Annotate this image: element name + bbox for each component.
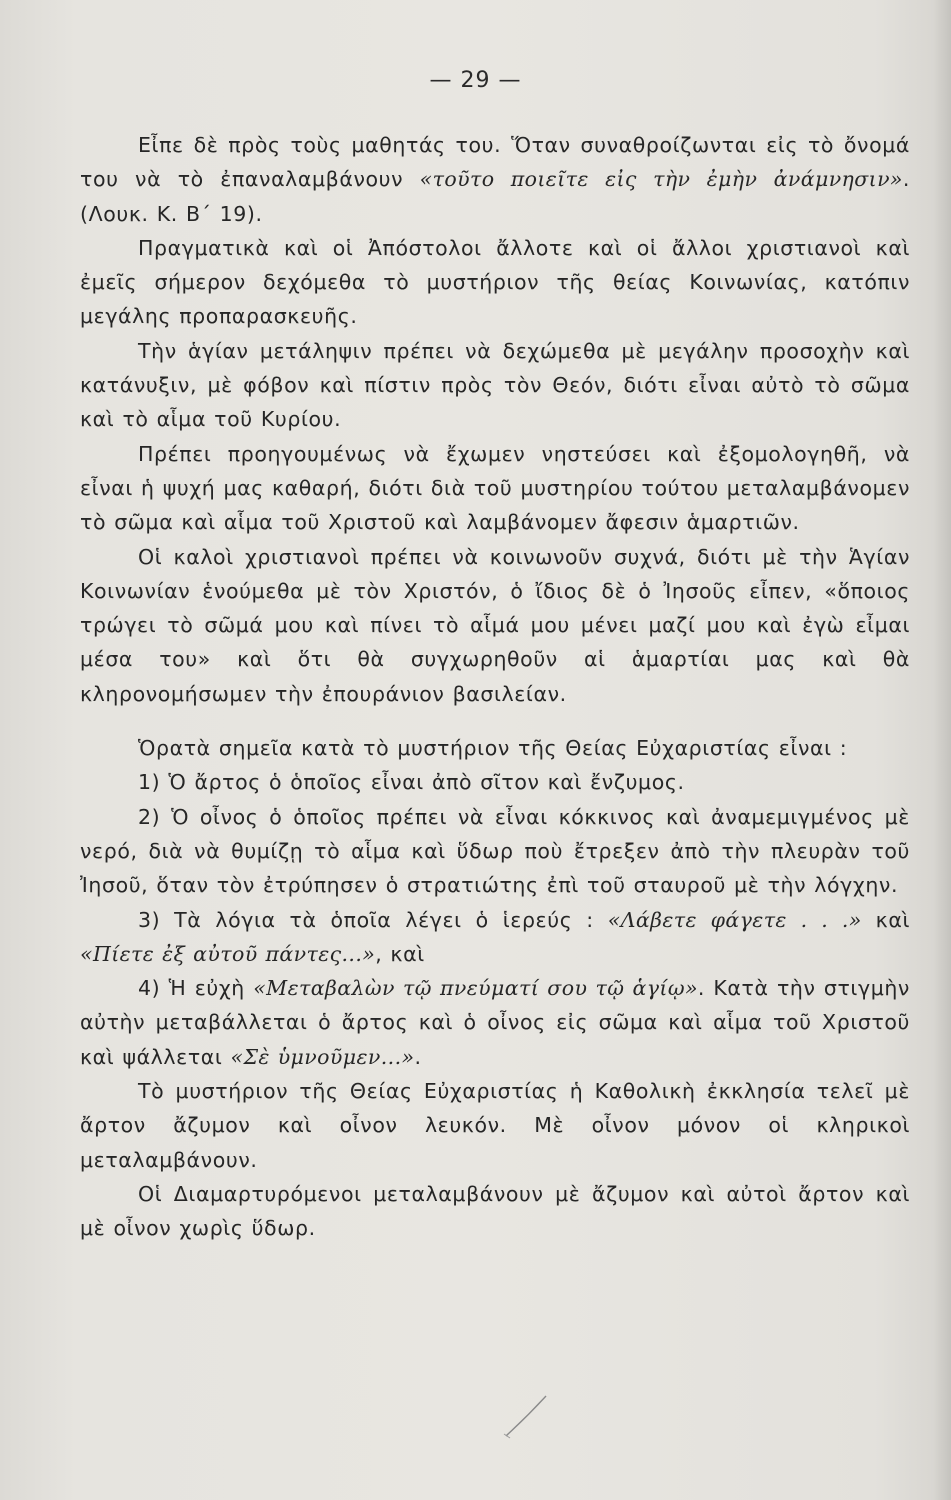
- pencil-mark-icon: [502, 1390, 552, 1440]
- body-text: [80, 128, 910, 1246]
- list-item-3-middle: καὶ: [861, 907, 911, 932]
- list-item-4-quote-2: «Σὲ ὑμνοῦμεν...»: [230, 1044, 415, 1069]
- paragraph-6: Ὁρατὰ σημεῖα κατὰ τὸ μυστήριον τῆς Θείας Εὐχαριστίας εἶναι :: [138, 736, 848, 761]
- page-edge-shadow: [933, 0, 951, 1500]
- list-item-3-text: 3) Τὰ λόγια τὰ ὁποῖα λέγει ὁ ἱερεύς :: [138, 907, 608, 932]
- paragraph-2: Πραγματικὰ καὶ οἱ Ἀπόστολοι ἄλλοτε καὶ οἱ ἄλλοι χριστιανοὶ καὶ ἐμεῖς σήμερον δεχόμεθα τὸ μυστήριον τῆς θείας Κοινωνίας, κατόπιν μεγάλης προπαρασκευῆς.: [80, 235, 910, 329]
- list-item-3: [80, 903, 910, 972]
- paragraph-8: Οἱ Διαμαρτυρόμενοι μεταλαμβάνουν μὲ ἄζυμον καὶ αὐτοὶ ἄρτον καὶ μὲ οἶνον χωρὶς ὕδωρ.: [80, 1181, 910, 1241]
- paragraph-4: Πρέπει προηγουμένως νὰ ἔχωμεν νηστεύσει καὶ ἐξομολογηθῆ, νὰ εἶναι ἡ ψυχή μας καθαρή, διότι διὰ τοῦ μυστηρίου τούτου μεταλαμβάνομεν τὸ σῶμα καὶ αἷμα τοῦ Χριστοῦ καὶ λαμβάνομεν ἄφεσιν ἁμαρτιῶν.: [80, 441, 910, 535]
- list-item-4-text: 4) Ἡ εὐχὴ: [138, 976, 254, 1001]
- paragraph-5: Οἱ καλοὶ χριστιανοὶ πρέπει νὰ κοινωνοῦν συχνά, διότι μὲ τὴν Ἁγίαν Κοινωνίαν ἑνούμεθα μὲ τὸν Χριστόν, ὁ ἴδιος δὲ ὁ Ἰησοῦς εἶπεν, «ὅποιος τρώγει τὸ σῶμά μου καὶ πίνει τὸ αἷμά μου μένει μαζί μου καὶ ἐγὼ εἶμαι μέσα του» καὶ ὅτι θὰ συγχωρηθοῦν αἱ ἁμαρτίαι μας καὶ θὰ κληρονομήσωμεν τὴν ἐπουράνιον βασιλείαν.: [80, 544, 910, 706]
- paragraph-1-citation: . (Λουκ. Κ. Β΄ 19).: [80, 167, 910, 226]
- list-item-3-quote-1: «Λάβετε φάγετε . . .»: [607, 907, 862, 932]
- list-item-4-tail: .: [414, 1044, 422, 1069]
- list-item-3-tail: , καὶ: [375, 941, 425, 966]
- list-item-4: [80, 971, 910, 1074]
- list-item-2: 2) Ὁ οἶνος ὁ ὁποῖος πρέπει νὰ εἶναι κόκκινος καὶ ἀναμεμιγμένος μὲ νερό, διὰ νὰ θυμίζῃ τὸ αἷμα καὶ ὕδωρ ποὺ ἔτρεξεν ἀπὸ τὴν πλευρὰν τοῦ Ἰησοῦ, ὅταν τὸν ἐτρύπησεν ὁ στρατιώτης ἐπὶ τοῦ σταυροῦ μὲ τὴν λόγχην.: [80, 804, 910, 898]
- list-item-4-quote-1: «Μεταβαλὼν τῷ πνεύματί σου τῷ ἁγίῳ»: [253, 976, 698, 1001]
- list-item-3-quote-2: «Πίετε ἐξ αὐτοῦ πάντες...»: [80, 941, 376, 966]
- paragraph-1-quote: «τοῦτο ποιεῖτε εἰς τὴν ἐμὴν ἀνάμνησιν»: [419, 167, 903, 192]
- paragraph-1: [80, 128, 910, 231]
- paragraph-1-text: Εἶπε δὲ πρὸς τοὺς μαθητάς του. Ὅταν συναθροίζωνται εἰς τὸ ὄνομά του νὰ τὸ ἐπαναλαμβάνουν: [80, 133, 910, 192]
- list-item-4-middle: . Κατὰ τὴν στιγμὴν αὐτὴν μεταβάλλεται ὁ ἄρτος καὶ ὁ οἶνος εἰς σῶμα καὶ αἷμα τοῦ Χριστοῦ καὶ ψάλλεται: [80, 976, 910, 1069]
- page-number: — 29 —: [429, 68, 522, 93]
- paragraph-3: Τὴν ἁγίαν μετάληψιν πρέπει νὰ δεχώμεθα μὲ μεγάλην προσοχὴν καὶ κατάνυξιν, μὲ φόβον καὶ πίστιν πρὸς τὸν Θεόν, διότι εἶναι αὐτὸ τὸ σῶμα καὶ τὸ αἷμα τοῦ Κυρίου.: [80, 338, 910, 432]
- paragraph-7: Τὸ μυστήριον τῆς Θείας Εὐχαριστίας ἡ Καθολικὴ ἐκκλησία τελεῖ μὲ ἄρτον ἄζυμον καὶ οἶνον λευκόν. Μὲ οἶνον μόνον οἱ κληρικοὶ μεταλαμβάνουν.: [80, 1079, 910, 1172]
- list-item-1: 1) Ὁ ἄρτος ὁ ὁποῖος εἶναι ἀπὸ σῖτον καὶ ἔνζυμος.: [138, 770, 685, 795]
